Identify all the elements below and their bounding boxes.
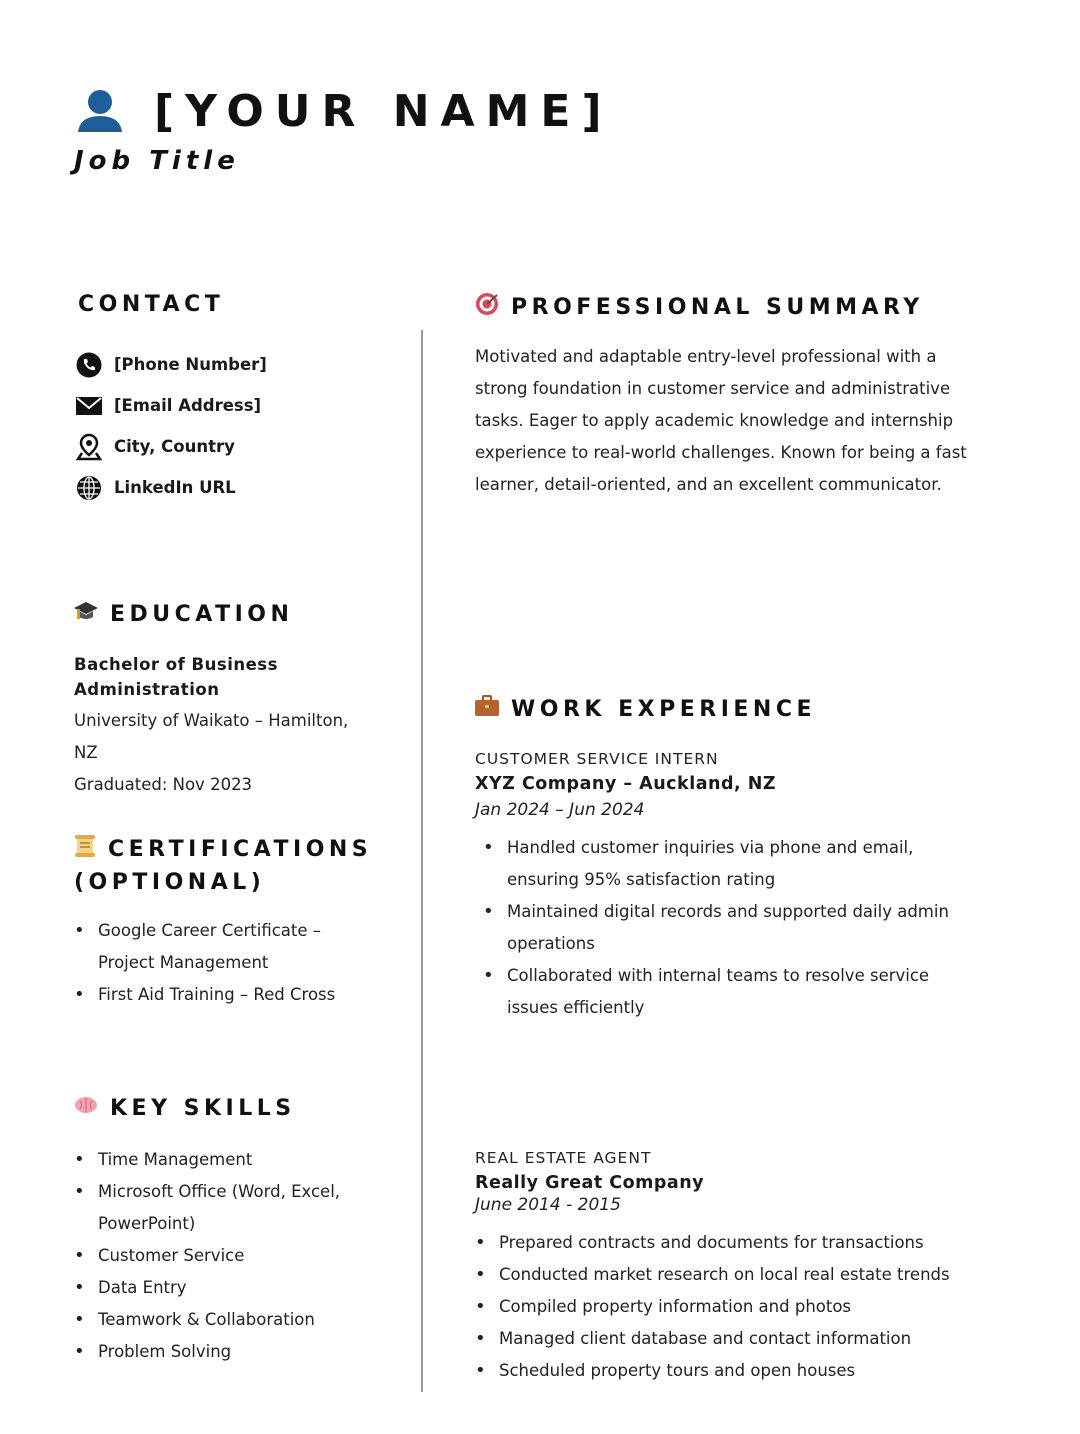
degree-line: Administration — [74, 680, 220, 699]
job-dates: June 2014 - 2015 — [475, 1195, 621, 1215]
list-item — [483, 832, 949, 896]
certifications-heading — [74, 834, 372, 895]
job-role: REAL ESTATE AGENT — [475, 1149, 652, 1167]
list-item: • First Aid Training – Red Cross — [74, 979, 335, 1011]
education-entry — [74, 652, 348, 801]
phone-icon — [76, 352, 102, 378]
job-entry — [475, 1149, 950, 1387]
education-heading-text: EDUCATION — [110, 601, 294, 627]
contact-heading — [78, 292, 224, 317]
column-divider — [421, 330, 423, 1392]
job-dates: Jan 2024 – Jun 2024 — [475, 800, 645, 820]
list-item — [74, 1176, 340, 1240]
contact-phone — [76, 344, 267, 385]
summary-line: strong foundation in customer service and administrative — [475, 379, 951, 398]
list-item: • Time Management — [74, 1144, 340, 1176]
candidate-name: [YOUR NAME] — [154, 86, 613, 137]
person-icon — [76, 88, 124, 136]
email-icon — [76, 393, 102, 419]
cert-text: Project Management — [98, 953, 269, 972]
skills-heading — [74, 1095, 296, 1121]
job-role: CUSTOMER SERVICE INTERN — [475, 750, 719, 768]
education-heading — [74, 600, 293, 628]
globe-icon — [76, 475, 102, 501]
bullet-text: issues efficiently — [507, 998, 645, 1017]
certifications-heading-text: CERTIFICATIONS — [108, 836, 373, 862]
job-bullets — [475, 832, 949, 1024]
job-entry — [475, 750, 949, 1024]
summary-line: tasks. Eager to apply academic knowledge and internship — [475, 411, 954, 430]
summary-heading-text: PROFESSIONAL SUMMARY — [511, 294, 924, 320]
linkedin-text: LinkedIn URL — [114, 478, 236, 497]
summary-text — [475, 341, 967, 501]
skills-list — [74, 1144, 340, 1368]
skill-text: • Microsoft Office (Word, Excel, — [98, 1182, 341, 1201]
list-item: • Teamwork & Collaboration — [74, 1304, 340, 1336]
skills-heading-text: KEY SKILLS — [110, 1095, 296, 1121]
summary-line: experience to real-world challenges. Known for being a fast — [475, 443, 967, 462]
job-company: XYZ Company – Auckland, NZ — [475, 774, 777, 794]
job-title: Job Title — [74, 146, 240, 176]
work-heading — [475, 695, 816, 723]
bullet-text: • Maintained digital records and supported daily admin — [507, 902, 949, 921]
degree — [74, 652, 348, 702]
list-item: • Scheduled property tours and open houses — [475, 1355, 950, 1387]
job-company: Really Great Company — [475, 1173, 705, 1193]
list-item: • Managed client database and contact information — [475, 1323, 950, 1355]
work-heading-text: WORK EXPERIENCE — [511, 696, 816, 722]
certifications-list — [74, 915, 335, 1011]
job-bullets — [475, 1227, 950, 1387]
location-icon — [76, 434, 102, 460]
list-item: • Problem Solving — [74, 1336, 340, 1368]
scroll-icon — [74, 834, 96, 864]
list-item: • Customer Service — [74, 1240, 340, 1272]
bullet-text: ensuring 95% satisfaction rating — [507, 870, 776, 889]
list-item: • Conducted market research on local real estate trends — [475, 1259, 950, 1291]
graduation-date: Graduated: Nov 2023 — [74, 775, 253, 794]
list-item — [483, 960, 949, 1024]
contact-heading-text: CONTACT — [78, 292, 225, 317]
bullet-text: • Handled customer inquiries via phone and email, — [507, 838, 914, 857]
list-item: • Prepared contracts and documents for transactions — [475, 1227, 950, 1259]
contact-email — [76, 385, 267, 426]
contact-list — [76, 344, 267, 508]
list-item: • Compiled property information and photos — [475, 1291, 950, 1323]
bullet-text: • Collaborated with internal teams to resolve service — [507, 966, 930, 985]
brain-icon — [74, 1095, 98, 1121]
summary-line: Motivated and adaptable entry-level professional with a — [475, 347, 937, 366]
location-text: City, Country — [114, 437, 235, 456]
contact-linkedin — [76, 467, 267, 508]
list-item — [483, 896, 949, 960]
contact-location — [76, 426, 267, 467]
target-icon — [475, 292, 499, 322]
school-line: University of Waikato – Hamilton, — [74, 711, 349, 730]
list-item: • Data Entry — [74, 1272, 340, 1304]
summary-heading — [475, 292, 924, 322]
bullet-text: operations — [507, 934, 595, 953]
certifications-heading-optional: (OPTIONAL) — [74, 870, 266, 895]
email-text: [Email Address] — [114, 396, 262, 415]
school — [74, 705, 348, 801]
list-item — [74, 915, 335, 979]
degree-line: Bachelor of Business — [74, 655, 278, 674]
briefcase-icon — [475, 695, 499, 723]
skill-text: PowerPoint) — [98, 1214, 196, 1233]
graduation-cap-icon — [74, 600, 98, 628]
phone-text: [Phone Number] — [114, 355, 267, 374]
summary-line: learner, detail-oriented, and an excellent communicator. — [475, 475, 942, 494]
school-line: NZ — [74, 743, 98, 762]
cert-text: • Google Career Certificate – — [98, 921, 322, 940]
